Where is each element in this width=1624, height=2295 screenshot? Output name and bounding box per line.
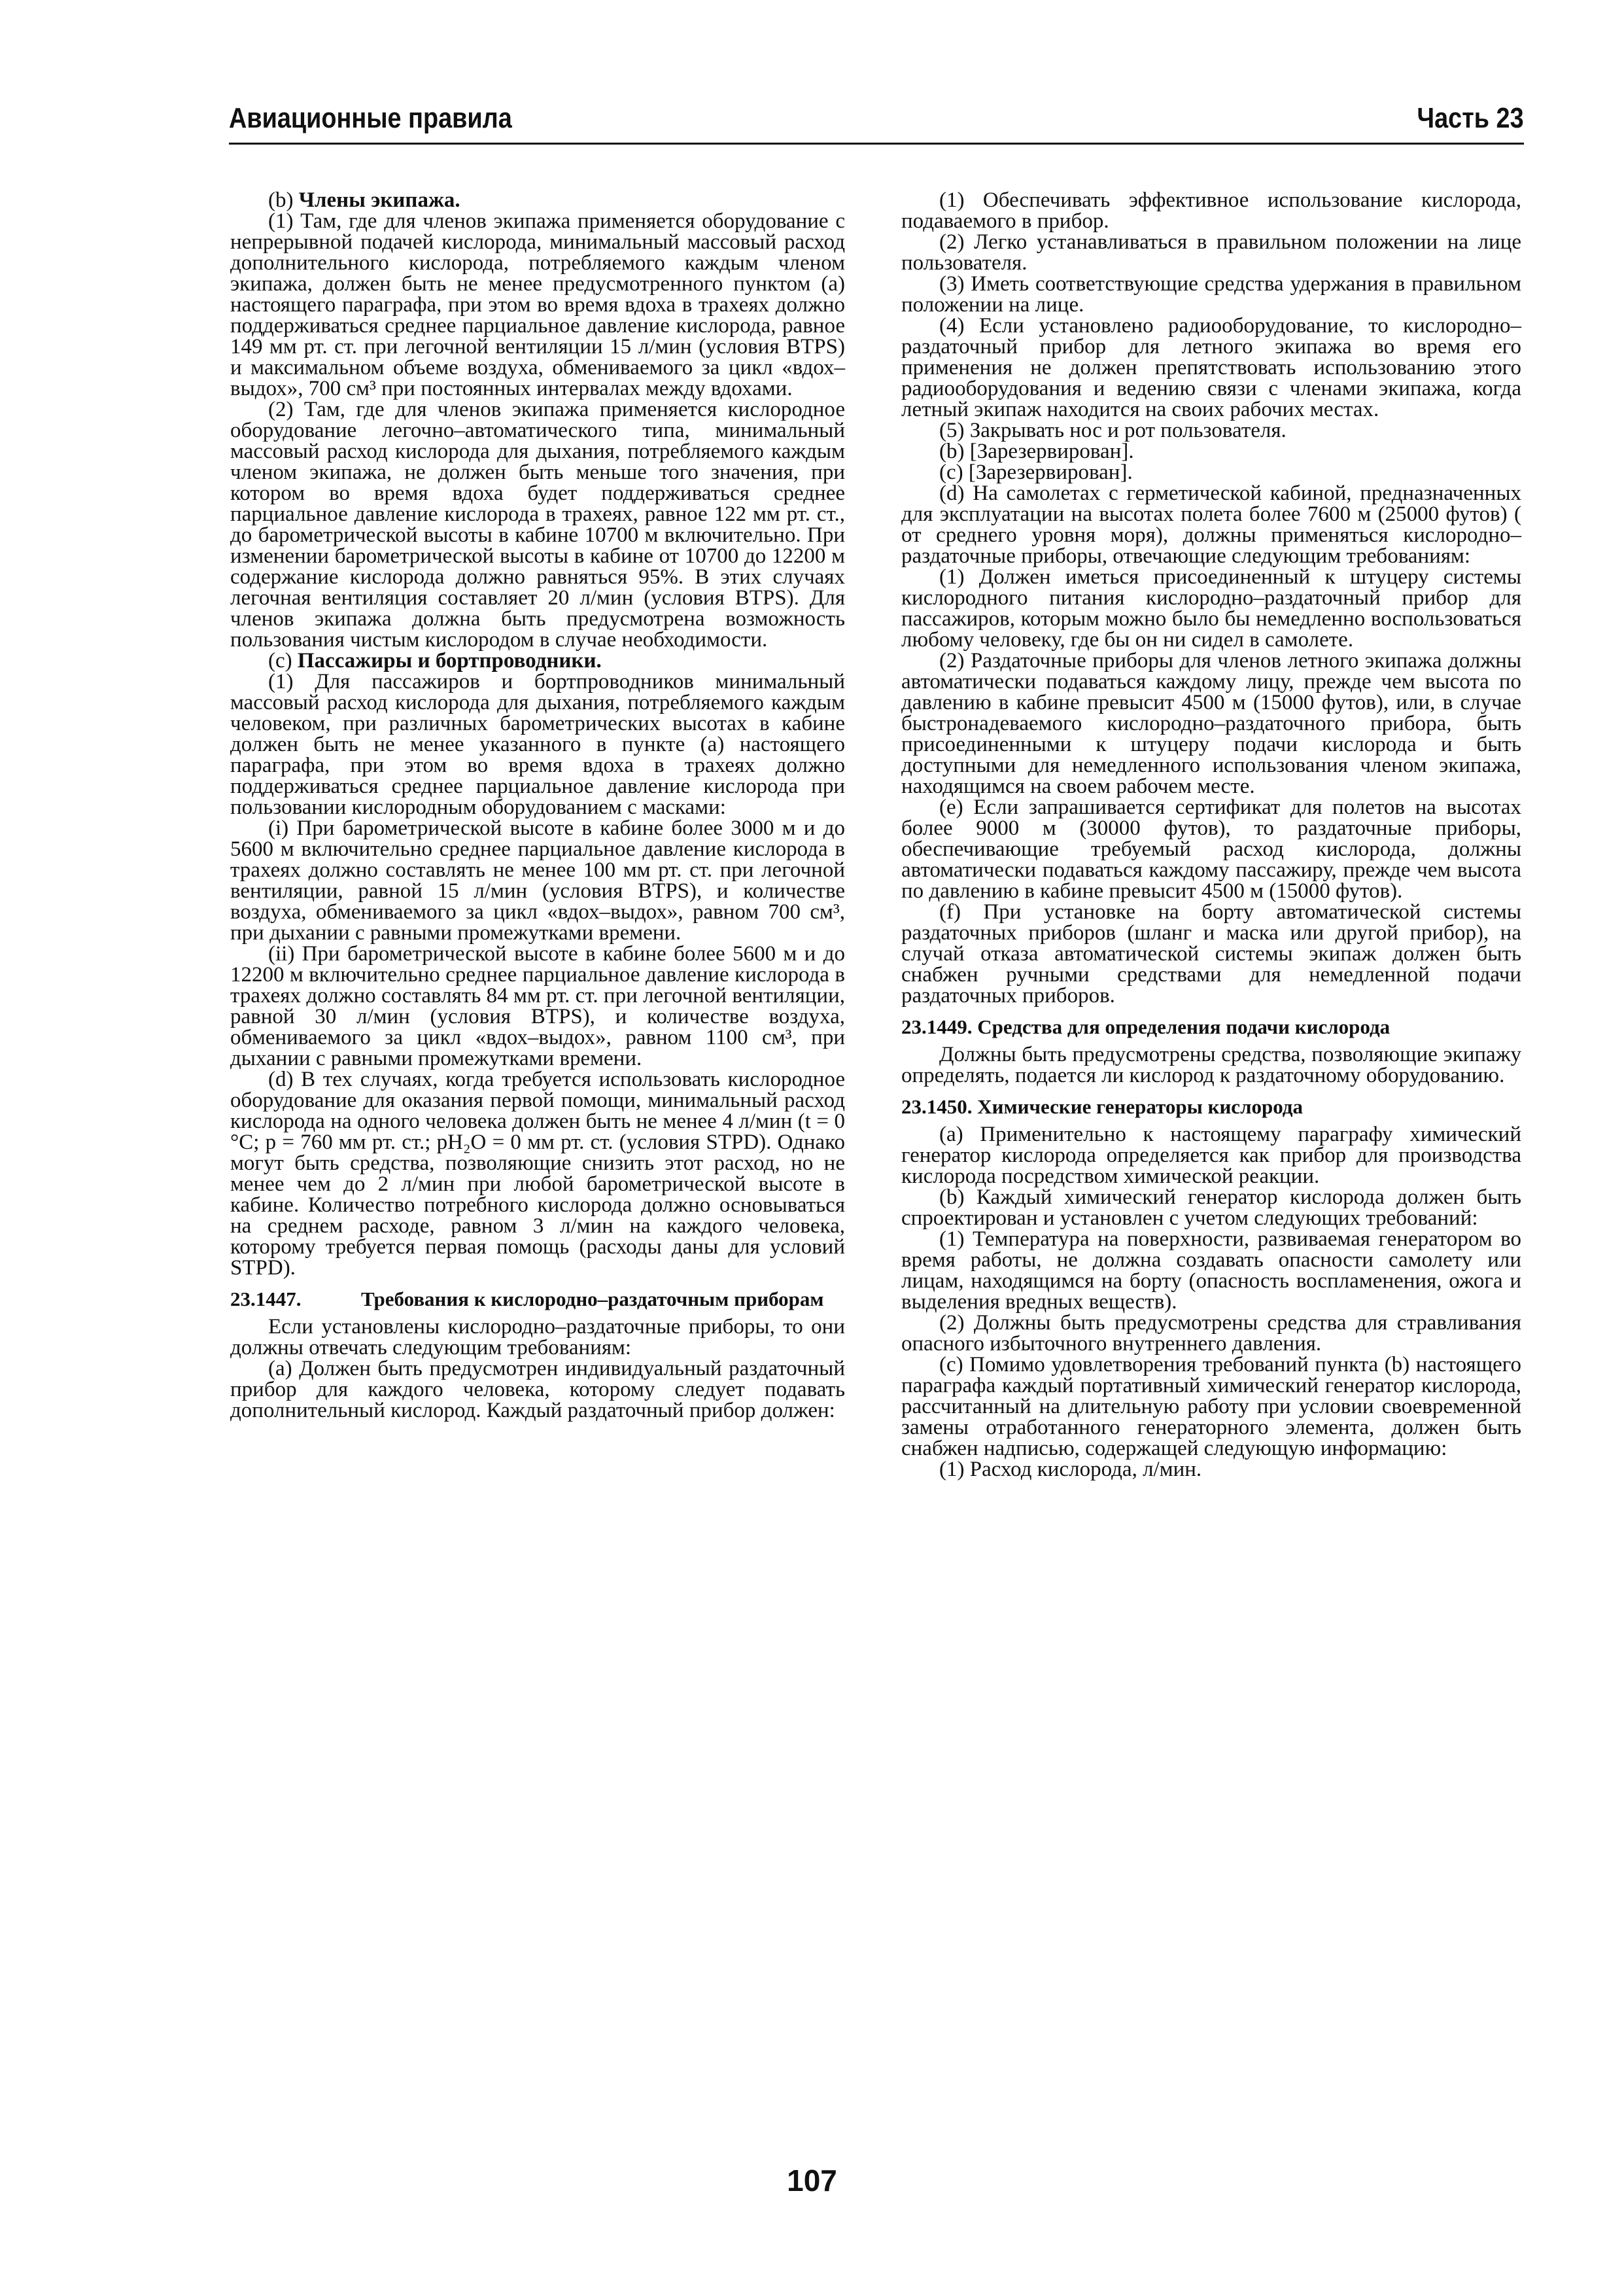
paragraph: (a) Должен быть предусмотрен индивидуальный раздаточный прибор для каждого человека, которому следует подавать дополнительный кислород. Каждый раздаточный прибор должен: <box>230 1357 845 1422</box>
paragraph: (2) Там, где для членов экипажа применяется кислородное оборудование легочно–автоматического типа, минимальный массовый расход кислорода для дыхания, потребляемого каждым членом экипажа, не должен быть меньше того значения, при котором во время вдоха будет поддерживаться среднее парциальное давление кислорода в трахеях, равное 122 мм рт. ст., до барометрической высоты в кабине 10700 м включительно. При изменении барометрической высоты в кабине от 10700 до 12200 м содержание кислорода должно равняться 95%. В этих случаях легочная вентиляция составляет 20 л/мин (условия BTPS). Для членов экипажа должна быть предусмотрена возможность пользования чистым кислородом в случае необходимости. <box>230 398 845 652</box>
section-heading: 23.1450. Химические генераторы кислорода <box>901 1095 1303 1118</box>
left-column <box>230 190 845 1421</box>
paragraph: (d) В тех случаях, когда требуется использовать кислородное оборудование для оказания первой помощи, минимальный расход кислорода на одного человека должен быть не менее 4 л/мин (t = 0 °C; p = 760 мм рт. ст.; pH₂O = 0 мм рт. ст. (условия STPD). Однако могут быть средства, позволяющие снизить этот расход, но не менее чем до 2 л/мин при любой барометрической высоте в кабине. Количество потребного кислорода должно основываться на среднем расходе, равном 3 л/мин на каждого человека, которому требуется первая помощь (расходы даны для условий STPD). <box>230 1068 845 1280</box>
paragraph: (ii) При барометрической высоте в кабине более 5600 м и до 12200 м включительно среднее парциальное давление кислорода в трахеях должно составлять 84 мм рт. ст. при легочной вентиляции, равной 30 л/мин (условия BTPS), и количестве воздуха, обмениваемого за цикл «вдох–выдох», равном 1100 см³, при дыхании с равными промежутками времени. <box>230 942 845 1070</box>
paragraph: (d) На самолетах с герметической кабиной, предназначенных для эксплуатации на высотах полета более 7600 м (25000 футов) ( от среднего уровня моря), должны применяться кислородно–раздаточные приборы, отвечающие следующим требованиям: <box>901 482 1521 568</box>
paragraph: (1) Расход кислорода, л/мин. <box>939 1458 1202 1481</box>
subsection-title-text: Пассажиры и бортпроводники. <box>297 649 602 673</box>
paragraph: (1) Для пассажиров и бортпроводников минимальный массовый расход кислорода для дыхания, потребляемого каждым человеком, при различных барометрических высотах в кабине должен быть не менее указанного в пункте (a) настоящего параграфа, при этом во время вдоха в трахеях должно поддерживаться среднее парциальное давление кислорода при пользовании кислородным оборудованием с масками: <box>230 670 845 819</box>
paragraph: (b) Каждый химический генератор кислорода должен быть спроектирован и установлен с учетом следующих требований: <box>901 1185 1521 1230</box>
right-column <box>901 190 1521 1480</box>
paragraph: (c) Помимо удовлетворения требований пункта (b) настоящего параграфа каждый портативный химический генератор кислорода, рассчитанный на длительную работу при условии своевременной замены отработанного генераторного элемента, должен быть снабжен надписью, содержащей следующую информацию: <box>901 1353 1521 1460</box>
paragraph: (2) Должны быть предусмотрены средства для стравливания опасного избыточного внутреннего давления. <box>901 1311 1521 1356</box>
paragraph: (3) Иметь соответствующие средства удержания в правильном положении на лице. <box>901 272 1521 317</box>
subsection-title-text: Члены экипажа. <box>298 188 460 212</box>
running-header <box>229 98 1524 145</box>
header-title: Авиационные правила <box>229 102 512 134</box>
subsection-marker: (b) <box>268 188 299 212</box>
paragraph: (4) Если установлено радиооборудование, то кислородно–раздаточный прибор для летного экипажа во время его применения не должен препятствовать использованию этого радиооборудования и ведению связи с членами экипажа, когда летный экипаж находится на своих рабочих местах. <box>901 314 1521 421</box>
paragraph: (c) [Зарезервирован]. <box>939 461 1133 484</box>
paragraph: (e) Если запрашивается сертификат для полетов на высотах более 9000 м (30000 футов), то раздаточные приборы, обеспечивающие требуемый расход кислорода, должны автоматически подаваться каждому пассажиру, прежде чем высота по давлению в кабине превысит 4500 м (15000 футов). <box>901 796 1521 903</box>
page-number: 107 <box>787 2164 837 2198</box>
paragraph: (1) Температура на поверхности, развиваемая генератором во время работы, не должна создавать опасности самолету или лицам, находящимся на борту (опасность воспламенения, ожога и выделения вредных веществ). <box>901 1227 1521 1314</box>
paragraph: (1) Должен иметься присоединенный к штуцеру системы кислородного питания кислородно–раздаточный прибор для пассажиров, которым можно было бы немедленно воспользоваться любому человеку, где бы он ни сидел в самолете. <box>901 565 1521 652</box>
paragraph: (a) Применительно к настоящему параграфу химический генератор кислорода определяется как прибор для производства кислорода посредством химической реакции. <box>901 1123 1521 1188</box>
paragraph: Если установлены кислородно–раздаточные приборы, то они должны отвечать следующим требованиям: <box>230 1315 845 1359</box>
paragraph: (f) При установке на борту автоматической системы раздаточных приборов (шланг и маска или другой прибор), на случай отказа автоматической системы экипаж должен быть снабжен ручными средствами для немедленной подачи раздаточных приборов. <box>901 900 1521 1007</box>
paragraph: (b) [Зарезервирован]. <box>939 440 1134 463</box>
paragraph: (1) Там, где для членов экипажа применяется оборудование с непрерывной подачей кислорода, минимальный массовый расход дополнительного кислорода, потребляемого каждым членом экипажа, должен быть не менее предусмотренного пунктом (a) настоящего параграфа, при этом во время вдоха в трахеях должно поддерживаться среднее парциальное давление кислорода, равное 149 мм рт. ст. при легочной вентиляции 15 л/мин (условия BTPS) и максимальном объеме воздуха, обмениваемого за цикл «вдох–выдох», 700 см³ при постоянных интервалах между вдохами. <box>230 209 845 400</box>
paragraph: Должны быть предусмотрены средства, позволяющие экипажу определять, подается ли кислород к раздаточному оборудованию. <box>901 1043 1521 1087</box>
paragraph: (2) Раздаточные приборы для членов летного экипажа должны автоматически подаваться каждому лицу, прежде чем высота по давлению в кабине превысит 4500 м (15000 футов), или, в случае быстронадеваемого кислородно–раздаточного прибора, быть присоединенными к штуцеру подачи кислорода и быть доступными для немедленного использования членом экипажа, находящимся на своем рабочем месте. <box>901 649 1521 798</box>
section-number: 23.1447. <box>230 1288 302 1310</box>
paragraph: (i) При барометрической высоте в кабине более 3000 м и до 5600 м включительно среднее парциальное давление кислорода в трахеях должно составлять не менее 100 мм рт. ст. при легочной вентиляции, равной 15 л/мин (условия BTPS), и количестве воздуха, обмениваемого за цикл «вдох–выдох», равном 700 см³, при дыхании с равными промежутками времени. <box>230 816 845 945</box>
header-part: Часть 23 <box>1417 102 1524 134</box>
section-heading <box>230 1289 845 1310</box>
paragraph: (2) Легко устанавливаться в правильном положении на лице пользователя. <box>901 230 1521 275</box>
subsection-title <box>230 650 845 671</box>
section-heading: 23.1449. Средства для определения подачи кислорода <box>901 1015 1391 1038</box>
section-title: Требования к кислородно–раздаточным приборам <box>361 1288 824 1310</box>
paragraph: (1) Обеспечивать эффективное использование кислорода, подаваемого в прибор. <box>901 188 1521 233</box>
subsection-marker: (c) <box>268 649 298 673</box>
paragraph: (5) Закрывать нос и рот пользователя. <box>939 419 1287 442</box>
subsection-title <box>230 190 845 211</box>
